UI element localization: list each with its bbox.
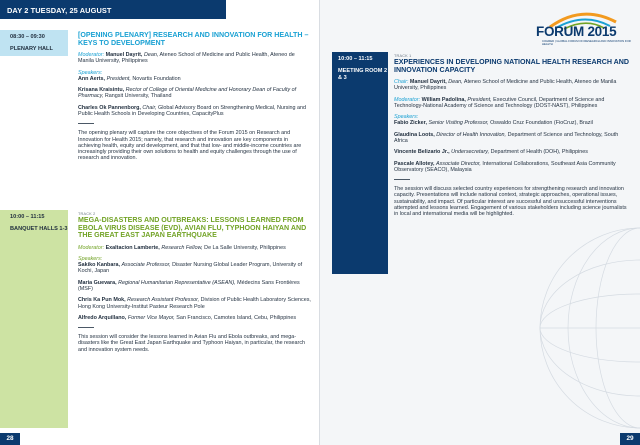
session-time: 08:30 – 09:30 (10, 34, 45, 40)
logo-tagline: COHRED | GLOBAL FORUM ON RESEARCH AND INNOVATION FOR HEALTH (542, 39, 631, 47)
speaker-role: Former Vice Mayor, (127, 314, 175, 321)
speaker-name: Ann Aerts, (78, 75, 106, 82)
moderator-label: Moderator: (78, 52, 105, 59)
speakers-label: Speakers: (78, 256, 103, 263)
speaker-name: Alfredo Arquillano, (78, 314, 127, 321)
session-title: [OPENING PLENARY] RESEARCH AND INNOVATION FOR HEALTH – KEYS TO DEVELOPMENT (78, 31, 309, 47)
session-content (78, 212, 312, 353)
moderator-line (394, 97, 630, 110)
speaker-role: Undersecretary, (451, 149, 490, 156)
speaker-name: Chris Ka Pun Mok, (78, 297, 126, 304)
moderator-name: Exaltacion Lamberte, (105, 244, 160, 251)
speaker-name: Fabio Zicker, (394, 120, 427, 127)
speaker-name: Krisana Kraisintu, (78, 87, 125, 94)
moderator-label: Moderator: (78, 244, 105, 251)
moderator-label: Moderator: (394, 96, 421, 103)
divider (78, 123, 94, 124)
session-time: 10:00 – 11:15 (10, 214, 45, 220)
speaker-org: International Collaborations, Southeast Asia Community Observatory (SEACO), Malaysia (394, 160, 616, 173)
moderator-name: Manuel Dayrit, (105, 52, 143, 59)
moderator-line (78, 52, 312, 65)
moderator-role: Dean, (143, 52, 159, 59)
speaker-org: Division of Public Health Laboratory Sciences, Hong Kong University-Institut Pasteur Research Pole (78, 297, 311, 310)
page-number-right: 29 (620, 433, 640, 445)
speaker-org: Novartis Foundation (132, 75, 181, 82)
session-title: MEGA-DISASTERS AND OUTBREAKS: LESSONS LEARNED FROM EBOLA VIRUS DISEASE (EVD), AVIAN FLU, TYPHOON HAIYAN AND THE GREAT EAST JAPAN EARTHQUAKE (78, 216, 307, 240)
session-venue: BANQUET HALLS 1-3 (10, 226, 68, 232)
chair-name: Manuel Dayrit, (409, 79, 447, 86)
speaker-name: Vincente Belizario Jr., (394, 149, 450, 156)
speaker-role: Research Assistant Professor, (127, 297, 200, 304)
session-venue: PLENARY HALL (10, 46, 53, 52)
track-label: TRACK 2 (78, 212, 96, 216)
chair-org: Ateneo School of Medicine and Public Health, Ateneo de Manila University, Philippines (394, 79, 617, 92)
session-content (78, 32, 312, 162)
speaker-role: Rector of College of Oriental Medicine and Honorary Dean of Faculty of Pharmacy, (78, 87, 297, 100)
speaker-entry (78, 76, 312, 82)
speaker-entry (78, 315, 312, 321)
session-opening-plenary (0, 30, 320, 210)
right-page (320, 0, 640, 445)
speaker-role: Senior Visiting Professor, (428, 120, 489, 127)
speaker-role: Chair, (142, 104, 157, 111)
moderator-org: De La Salle University, Philippines (204, 244, 286, 251)
session-description: This session will consider the lessons learned in Avian Flu and Ebola outbreaks, and mega-disasters like the Great East Japan Earthquake and Typhoon Haiyan, in particular, the research and innovation system needs. (78, 334, 306, 353)
speaker-entry (394, 149, 630, 155)
speaker-entry (78, 262, 312, 275)
day-header (0, 0, 226, 19)
chair-role: Dean, (448, 79, 463, 86)
session-mega-disasters (0, 210, 320, 435)
speaker-role: President, (106, 75, 131, 82)
divider (78, 327, 94, 328)
speaker-entry (78, 87, 312, 100)
speaker-org: Rangsit University, Thailand (104, 93, 172, 100)
speaker-org: San Francisco, Camotes Island, Cebu, Philippines (176, 314, 297, 321)
session-time: 10:00 – 11:15 (338, 56, 373, 62)
session-content (394, 54, 630, 218)
speaker-role: Associate Professor, (121, 262, 171, 269)
forum-logo (530, 10, 634, 50)
moderator-name: William Padolina, (421, 96, 466, 103)
speaker-entry (394, 161, 630, 174)
speaker-org: Médecins Sans Frontières (MSF) (78, 279, 300, 292)
speaker-entry (394, 132, 630, 145)
chair-label: Chair: (394, 79, 409, 86)
speaker-role: Regional Humanitarian Representative (ASEAN), (118, 279, 236, 286)
speakers-label: Speakers: (394, 114, 419, 121)
session-time-box (332, 52, 388, 274)
moderator-org: Executive Council, Department of Science and Technology-National Academy of Science and Technology (DOST-NAST), Philippines (394, 96, 605, 110)
speaker-entry (78, 280, 312, 293)
moderator-line (78, 245, 312, 251)
day-label: DAY 2 (7, 6, 29, 15)
moderator-role: President, (467, 96, 492, 103)
speaker-name: Charles Ok Pannenborg, (78, 104, 141, 111)
chair-line (394, 79, 630, 92)
session-time-box (0, 210, 68, 428)
speaker-name: Maria Guevara, (78, 279, 117, 286)
session-time-box (0, 30, 68, 56)
moderator-org: Ateneo School of Medicine and Public Health, Ateneo de Manila University, Philippines (78, 52, 295, 65)
session-national-capacity (332, 52, 640, 282)
speaker-name: Glaudina Loots, (394, 131, 435, 138)
speaker-role: Associate Director, (435, 160, 481, 167)
divider (394, 179, 410, 180)
speaker-org: Oswaldo Cruz Foundation (FioCruz), Brazil (490, 120, 593, 127)
session-venue: MEETING ROOM 2 & 3 (338, 68, 388, 81)
speaker-name: Sakiko Kanbara, (78, 262, 120, 269)
speaker-org: Disaster Nursing Global Leader Program, University of Kochi, Japan (78, 262, 303, 275)
page-number-left: 28 (0, 433, 20, 445)
speakers-label: Speakers: (78, 69, 103, 76)
speaker-org: Global Advisory Board on Strengthening Medical, Nursing and Public Health Schools in Developing Countries, CapacityPlus (78, 104, 307, 117)
track-label: TRACK 1 (394, 54, 412, 58)
session-description: The opening plenary will capture the core objectives of the Forum 2015 on Research and Innovation for Health 2015; namely, that research and innovation are key components in achieving health, equity and development, and that that low- and middle-income countries are increasingly providing their own solutions to health and equity challenges through the use of research and innovation. (78, 130, 302, 162)
speaker-entry (78, 105, 312, 118)
speaker-org: Department of Science and Technology, South Africa (394, 131, 619, 144)
speaker-role: Director of Health Innovation, (436, 131, 507, 138)
day-date: TUESDAY, 25 AUGUST (30, 6, 112, 15)
speaker-org: Department of Health (DOH), Philippines (490, 149, 588, 156)
logo-name: FORUM 2015 (536, 24, 617, 39)
speaker-entry (394, 120, 630, 126)
moderator-role: Research Fellow, (161, 244, 203, 251)
speaker-name: Pascale Allotey, (394, 160, 435, 167)
speaker-entry (78, 297, 312, 310)
session-description: The session will discuss selected country experiences for strengthening research and innovation capacity. Presentations will include national context, strategic approaches, operational issues, sustainability, and impact. Of particular interest are successful and unsuccessful interventions attempted and lessons learned. Engagement of various stakeholders including science journalists in local and international media will be highlighted. (394, 186, 627, 218)
session-title: EXPERIENCES IN DEVELOPING NATIONAL HEALTH RESEARCH AND INNOVATION CAPACITY (394, 58, 630, 74)
